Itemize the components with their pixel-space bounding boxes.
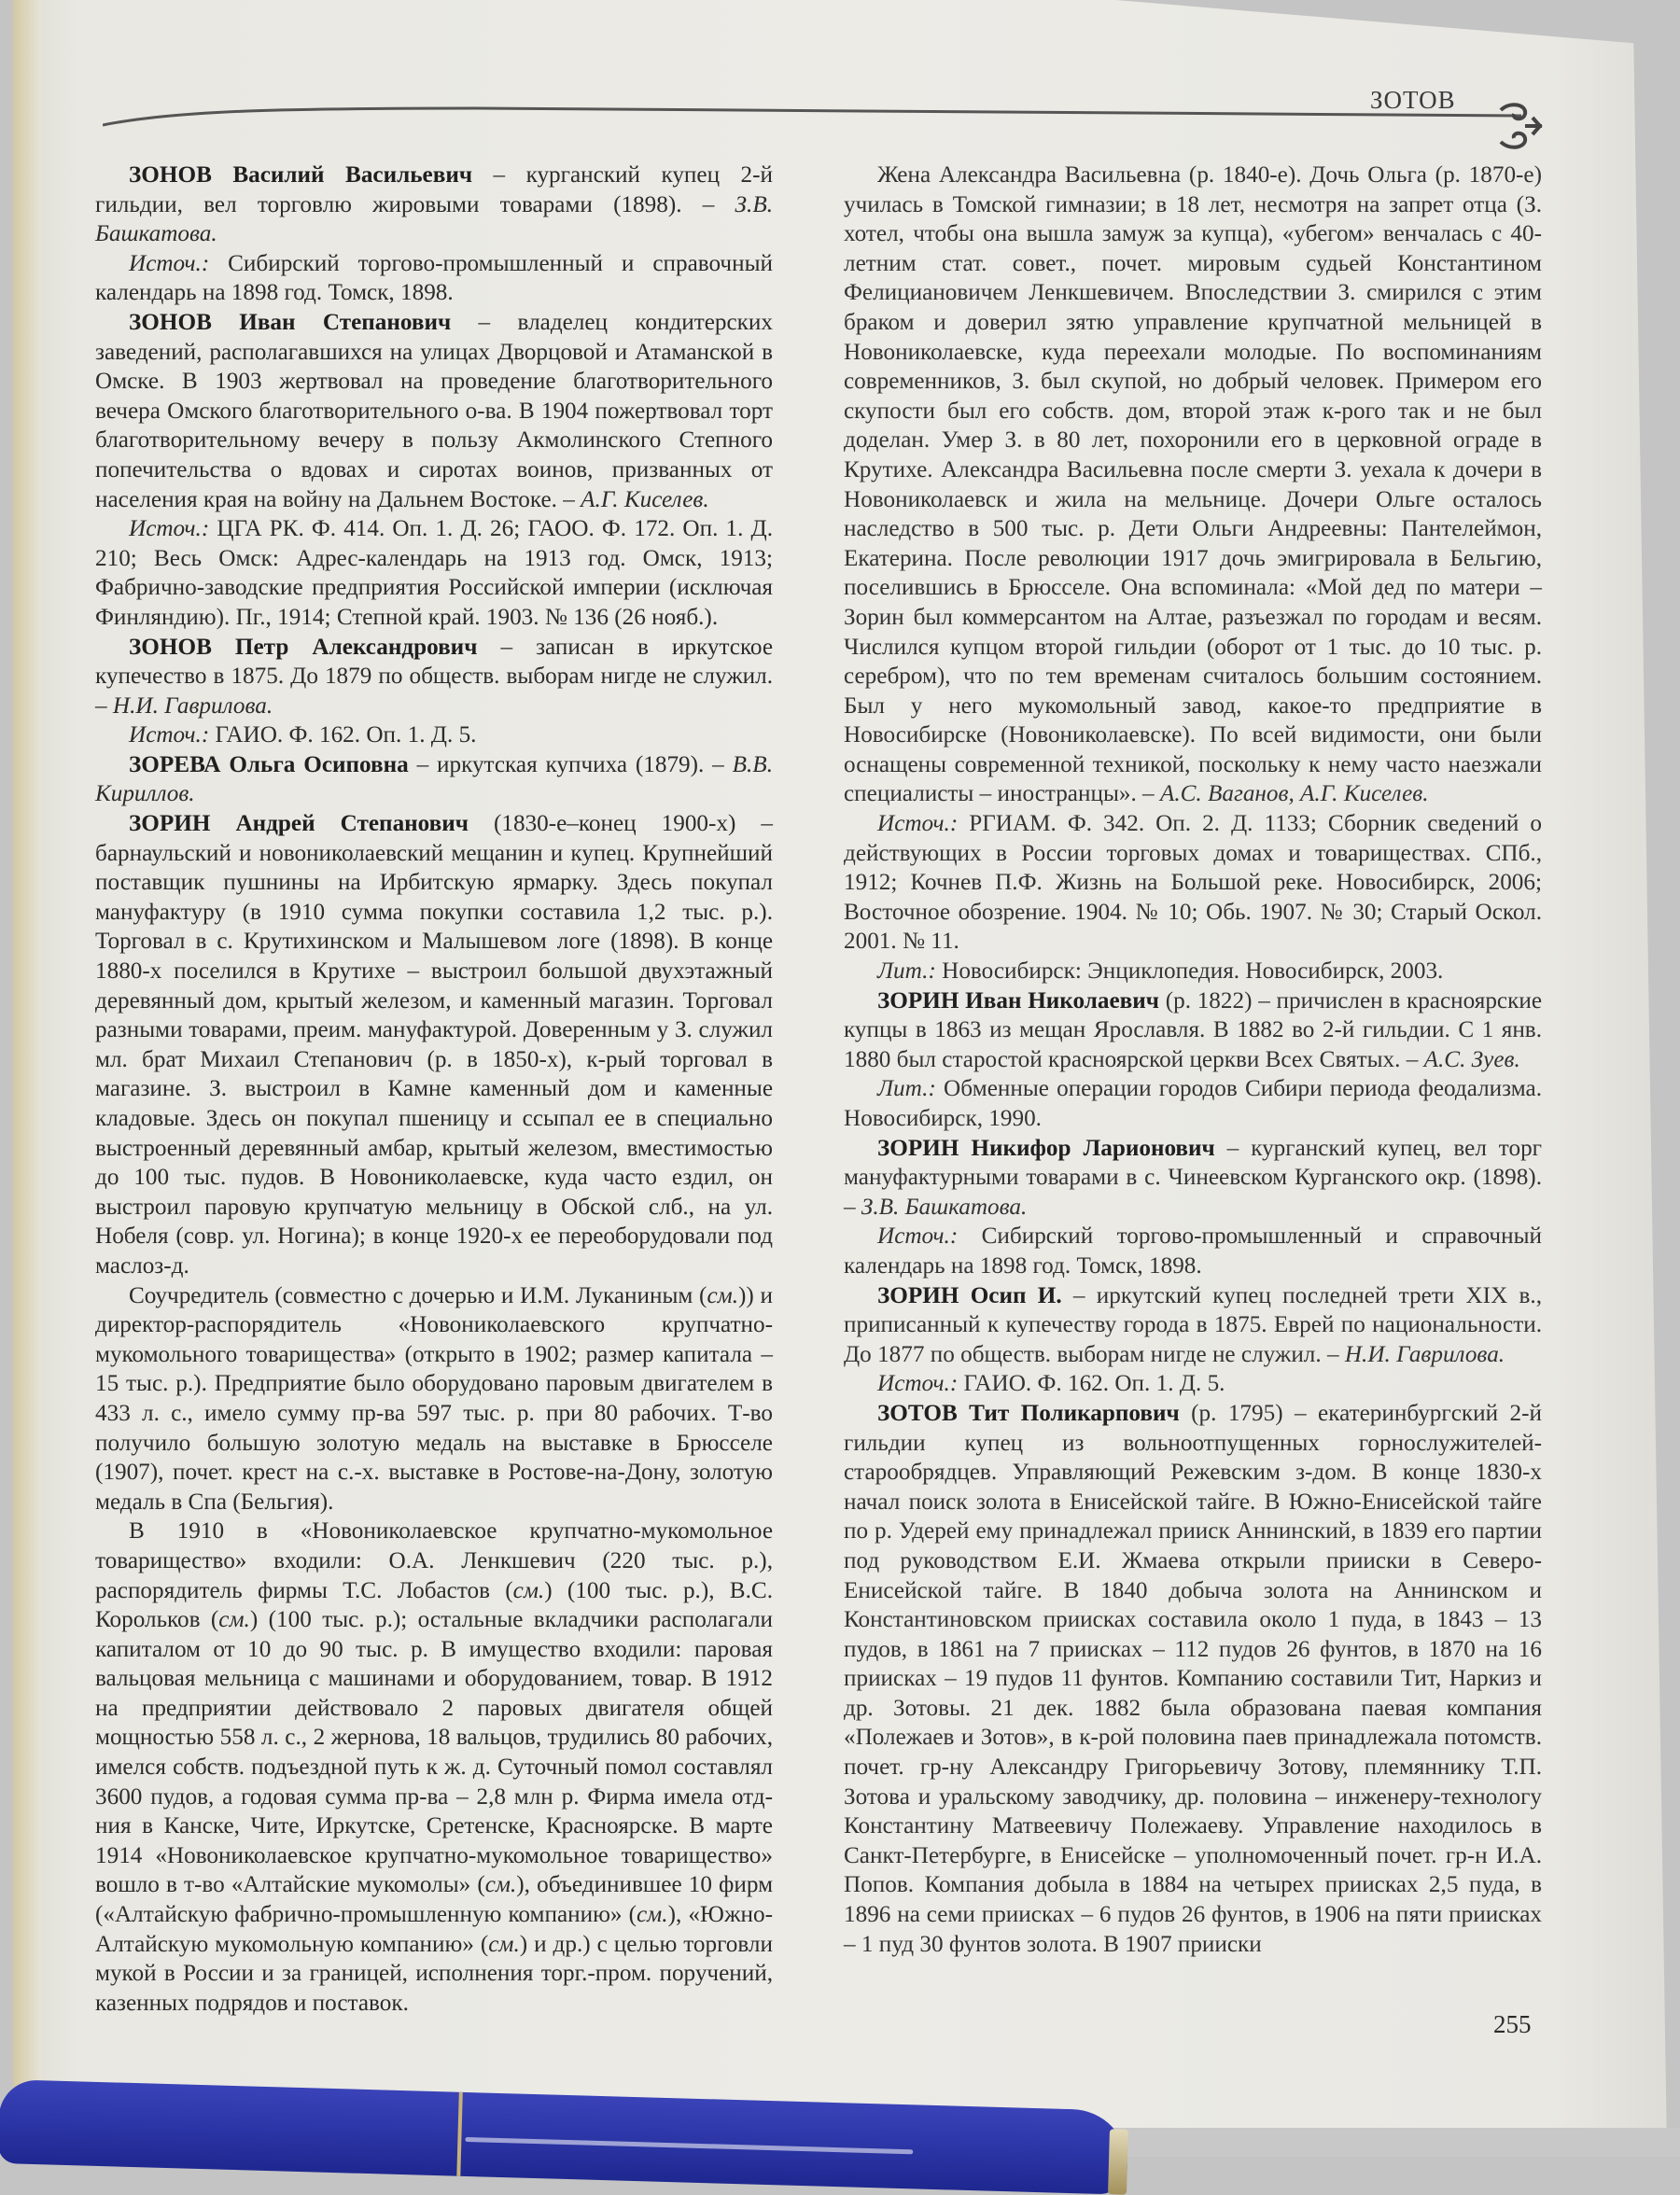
source-label: Источ.: bbox=[129, 722, 210, 748]
source-label: Источ.: bbox=[877, 1223, 959, 1250]
source-text: Сибирский торгово-промышленный и справочный календарь на 1898 год. Томск, 1898. bbox=[844, 1223, 1542, 1279]
running-head: ЗОТОВ bbox=[1370, 86, 1456, 114]
entry-text: – курганский купец 2-й гильдии, вел торговлю жировыми товарами (1898). – bbox=[95, 162, 773, 217]
entry-author: З.В. Башкатова. bbox=[861, 1194, 1028, 1220]
entry-text: (р. 1795) – екатеринбургский 2-й гильдии купец из вольноотпущенных горнослужителей-старообрядцев. Управляющий Режевским з-дом. В конце 1830-х начал поиск золота в Енисейской тайге. В Южно-Енисейской тайге по р. Удерей ему принадлежал прииск Аннинский, в 1839 его партии под руководством Е.И. Жмаева открыли прииски в Северо-Енисейской тайге. В 1840 добыча золота на Аннинском и Константиновском приисках составила около 1 пуда, в 1843 – 13 пудов, в 1861 на 7 приисках – 112 пудов 26 фунтов, в 1870 на 16 приисках – 19 пудов 11 фунтов. Компанию составили Тит, Наркиз и др. Зотовы. 21 дек. 1882 была образована паевая компания «Полежаев и Зотов», в к-рой половина паев принадлежала потомств. почет. гр-ну Александру Григорьевичу Зотову, племяннику Т.П. Зотова и уральскому заводчику, др. половина – инженеру-технологу Константину Матвеевичу Полежаеву. Управление находилось в Санкт-Петербурге, в Енисейске – уполномоченный почет. гр-н И.А. Попов. Компания добыла в 1884 на четырех приисках 2,5 пуда, в 1896 на семи приисках – 6 пудов 26 фунтов, в 1906 на пяти приисках – 1 пуд 30 фунтов золота. В 1907 прииски bbox=[844, 1400, 1542, 1957]
entry-text: – иркутская купчиха (1879). – bbox=[408, 751, 733, 777]
entry-zoreva-olga bbox=[95, 750, 773, 809]
entry-source bbox=[844, 809, 1542, 957]
entry-headword: ЗОНОВ Василий Васильевич bbox=[129, 162, 473, 188]
entry-source bbox=[844, 1222, 1542, 1280]
literature-text: Новосибирск: Энциклопедия. Новосибирск, 2003. bbox=[935, 958, 1444, 985]
scroll-ornament-icon bbox=[1491, 101, 1544, 153]
entry-source bbox=[95, 249, 773, 308]
cross-reference: см. bbox=[707, 1282, 739, 1308]
source-text: ГАИО. Ф. 162. Оп. 1. Д. 5. bbox=[209, 722, 477, 748]
source-label: Источ.: bbox=[129, 250, 210, 276]
entry-text: (р. 1822) – причислен в красноярские купцы в 1863 из мещан Ярославля. В 1882 во 2-й гильдии. С 1 янв. 1880 был старостой красноярской церкви Всех Святых. – bbox=[844, 987, 1543, 1072]
literature-label: Лит.: bbox=[877, 1076, 936, 1102]
entry-text: – иркутский купец последней трети XIX в., приписанный к купечеству города в 1875. Еврей по национальности. До 1877 по обществ. выборам нигде не служил. – bbox=[844, 1282, 1543, 1367]
entry-headword: ЗОРЕВА Ольга Осиповна bbox=[129, 751, 409, 777]
text-segment: ) (100 тыс. р.), В.С. Корольков ( bbox=[95, 1577, 773, 1633]
entry-author: А.Г. Киселев. bbox=[581, 486, 709, 512]
source-label: Источ.: bbox=[129, 516, 210, 542]
source-text: РГИАМ. Ф. 342. Оп. 2. Д. 1133; Сборник сведений о действующих в России торговых домах и товариществах. СПб., 1912; Кочнев П.Ф. Жизнь на Большой реке. Новосибирск, 2006; Восточное обозрение. 1904. № 10; Обь. 1907. № 30; Старый Оскол. 2001. № 11. bbox=[844, 811, 1542, 955]
cross-reference: см. bbox=[637, 1902, 668, 1928]
entry-author: А.С. Зуев. bbox=[1423, 1046, 1520, 1072]
source-text: ГАИО. Ф. 162. Оп. 1. Д. 5. bbox=[958, 1371, 1225, 1397]
entry-zorin-ivan bbox=[844, 986, 1542, 1075]
pen-highlight bbox=[465, 2137, 913, 2154]
pen-tip bbox=[1108, 2129, 1128, 2195]
page-number: 255 bbox=[1493, 2010, 1532, 2038]
entry-headword: ЗОТОВ Тит Поликарпович bbox=[877, 1400, 1180, 1426]
entry-source bbox=[95, 514, 773, 632]
entry-headword: ЗОРИН Никифор Ларионович bbox=[877, 1135, 1215, 1161]
entry-text: – курганский купец, вел торг мануфактурными товарами в с. Чинеевском Курганского окр. (1898). – bbox=[844, 1135, 1543, 1220]
source-text: ЦГА РК. Ф. 414. Оп. 1. Д. 26; ГАОО. Ф. 172. Оп. 1. Д. 210; Весь Омск: Адрес-календарь на 1913 год. Омск, 1913; Фабрично-заводские предприятия Российской империи (исключая Финляндию). Пг., 1914; Степной край. 1903. № 136 (26 нояб.). bbox=[95, 516, 773, 630]
right-column bbox=[844, 161, 1542, 1959]
entry-headword: ЗОНОВ Иван Степанович bbox=[129, 309, 452, 335]
entry-text: – владелец кондитерских заведений, располагавшихся на улицах Дворцовой и Атаманской в Омске. В 1903 жертвовал на проведение благотворительного вечера Омского благотворительного о-ва. В 1904 пожертвовал торт благотворительному вечеру в пользу Акмолинского Степного попечительства о вдовах и сиротах воинов, призванных от населения края на войну на Дальнем Востоке. – bbox=[95, 309, 773, 512]
entry-text: – записан в иркутское купечество в 1875. До 1879 по обществ. выборам нигде не служил. – bbox=[95, 634, 773, 719]
entry-continuation bbox=[95, 1517, 773, 2018]
cross-reference: см. bbox=[512, 1577, 545, 1603]
entry-author: З.В. Башкатова. bbox=[95, 191, 773, 247]
entry-zorin-nikifor bbox=[844, 1134, 1542, 1223]
entry-source bbox=[95, 720, 773, 750]
entry-headword: ЗОРИН Андрей Степанович bbox=[129, 811, 469, 837]
entry-text: (1830-е–конец 1900-х) – барнаульский и новониколаевский мещанин и купец. Крупнейший поставщик пушнины на Ирбитскую ярмарку. Здесь покупал мануфактуру (в 1910 сумма покупки составила 1,2 тыс. р.). Торговал в с. Крутихинском и Малышевом логе (1898). В конце 1880-х поселился в Крутихе – выстроил большой двухэтажный деревянный дом, крытый железом, и каменный магазин. Торговал разными товарами, преим. мануфактурой. Доверенным у З. служил мл. брат Михаил Степанович (р. в 1850-х), к-рый торговал в магазине. З. выстроил в Камне каменный дом и каменные кладовые. Здесь он покупал пшеницу и ссыпал ее в специально выстроенный деревянный амбар, крытый железом, вместимостью до 100 тыс. пудов. В Новониколаевске, куда часто ездил, он выстроил паровую крупчатую мельницу в Обской слб., на ул. Нобеля (совр. ул. Ногина); в конце 1920-х ее переоборудовали под маслоз-д. bbox=[95, 811, 773, 1279]
entry-headword: ЗОНОВ Петр Александрович bbox=[129, 634, 478, 660]
source-label: Источ.: bbox=[877, 1371, 959, 1397]
entry-zonov-petr bbox=[95, 633, 773, 721]
cross-reference: см. bbox=[484, 1872, 517, 1898]
header-rule bbox=[103, 105, 1521, 129]
text-segment: ), «Южно-Алтайскую мукомольную компанию» ( bbox=[95, 1902, 774, 1957]
entry-zorin-andrey bbox=[95, 809, 773, 1281]
entry-author: В.В. Кириллов. bbox=[95, 751, 773, 807]
entry-headword: ЗОРИН Иван Николаевич bbox=[877, 987, 1159, 1014]
entry-literature bbox=[844, 957, 1542, 986]
text-segment: )) и директор-распорядитель «Новониколаевского крупчатно-мукомольного товарищества» (открыто в 1902; размер капитала – 15 тыс. р.). Предприятие было оборудовано паровым двигателем в 433 л. с., имело сумму пр-ва 597 тыс. р. при 80 рабочих. Т-во получило большую золотую медаль на выставке в Брюсселе (1907), почет. крест на с.-х. выставке в Ростове-на-Дону, золотую медаль в Спа (Бельгия). bbox=[95, 1282, 773, 1515]
source-label: Источ.: bbox=[877, 811, 959, 837]
cross-reference: см. bbox=[488, 1931, 520, 1957]
pen-band bbox=[456, 2092, 463, 2176]
literature-text: Обменные операции городов Сибири периода феодализма. Новосибирск, 1990. bbox=[844, 1076, 1542, 1131]
literature-label: Лит.: bbox=[877, 958, 936, 985]
cross-reference: см. bbox=[218, 1607, 250, 1633]
text-segment: Соучредитель (совместно с дочерью и И.М. Луканиным ( bbox=[129, 1282, 707, 1308]
text-segment: ), объединившее 10 фирм («Алтайскую фабрично-промышленную компанию» ( bbox=[95, 1872, 774, 1928]
entry-author: А.С. Ваганов, А.Г. Киселев. bbox=[1159, 781, 1429, 807]
entry-zorin-osip bbox=[844, 1281, 1542, 1370]
text-segment: ) (100 тыс. р.); остальные вкладчики располагали капиталом от 10 до 90 тыс. р. В имущество входили: паровая вальцовая мельница с машинами и оборудованием, товар. В 1912 на предприятии действовало 2 паровых двигателя общей мощностью 558 л. с., 2 жернова, 18 вальцов, трудились 80 рабочих, имелся собств. подъездной путь к ж. д. Суточный помол составлял 3600 пудов, а годовая сумма пр-ва – 2,8 млн р. Фирма имела отд-ния в Канске, Чите, Иркутске, Сретенске, Красноярске. В марте 1914 «Новониколаевское крупчатно-мукомольное товарищество» вошло в т-во «Алтайские мукомолы» ( bbox=[95, 1607, 773, 1898]
entry-source bbox=[844, 1369, 1542, 1399]
entry-author: Н.И. Гаврилова. bbox=[1344, 1341, 1505, 1367]
entry-continuation bbox=[844, 161, 1542, 809]
left-column bbox=[95, 161, 773, 2018]
text-segment: ) и др.) с целью торговли мукой в России и за границей, исполнения торг.-пром. поручений, казенных подрядов и поставок. bbox=[95, 1931, 773, 2016]
entry-continuation bbox=[95, 1281, 773, 1517]
source-text: Сибирский торгово-промышленный и справочный календарь на 1898 год. Томск, 1898. bbox=[95, 250, 773, 306]
entry-headword: ЗОРИН Осип И. bbox=[877, 1282, 1062, 1308]
entry-zonov-vasily bbox=[95, 161, 773, 249]
entry-zotov-tit bbox=[844, 1399, 1542, 1959]
text-segment: В 1910 в «Новониколаевское крупчатно-мукомольное товарищество» входили: О.А. Ленкшевич (220 тыс. р.), распорядитель фирмы Т.С. Лобастов ( bbox=[95, 1518, 773, 1603]
entry-zonov-ivan bbox=[95, 308, 773, 514]
entry-literature bbox=[844, 1074, 1542, 1133]
page-gutter-edge bbox=[13, 0, 41, 2157]
entry-text: Жена Александра Васильевна (р. 1840-е). Дочь Ольга (р. 1870-е) училась в Томской гимназии; в 18 лет, несмотря на запрет отца (З. хотел, чтобы она вышла замуж за купца), «убегом» венчалась с 40-летним стат. совет., почет. мировым судьей Константином Фелициановичем Ленкшевичем. Впоследствии З. смирился с этим браком и доверил зятю управление крупчатной мельницей в Новониколаевске, куда переехали молодые. По воспоминаниям современников, З. был скупой, но добрый человек. Примером его скупости был его собств. дом, второй этаж к-рого так и не был доделан. Умер З. в 80 лет, похоронили его в церковной ограде в Крутихе. Александра Васильевна после смерти З. уехала к дочери в Новониколаевск и жила на мельнице. Дочери Ольге осталось наследство в 500 тыс. р. Дети Ольги Андреевны: Пантелеймон, Екатерина. После революции 1917 дочь эмигрировала в Бельгию, поселившись в Брюсселе. Она вспоминала: «Мой дед по матери – Зорин был коммерсантом на Алтае, разъезжал по городам и весям. Числился купцом второй гильдии (оборот от 1 тыс. до 10 тыс. р. серебром), что по тем временам считалось большим состоянием. Был у него мукомольный завод, какое-то предприятие в Новосибирске (Новониколаевске). По всей видимости, они были оснащены современной техникой, поскольку к нему часто наезжали специалисты – иностранцы». – bbox=[844, 162, 1542, 807]
entry-author: Н.И. Гаврилова. bbox=[112, 692, 273, 719]
